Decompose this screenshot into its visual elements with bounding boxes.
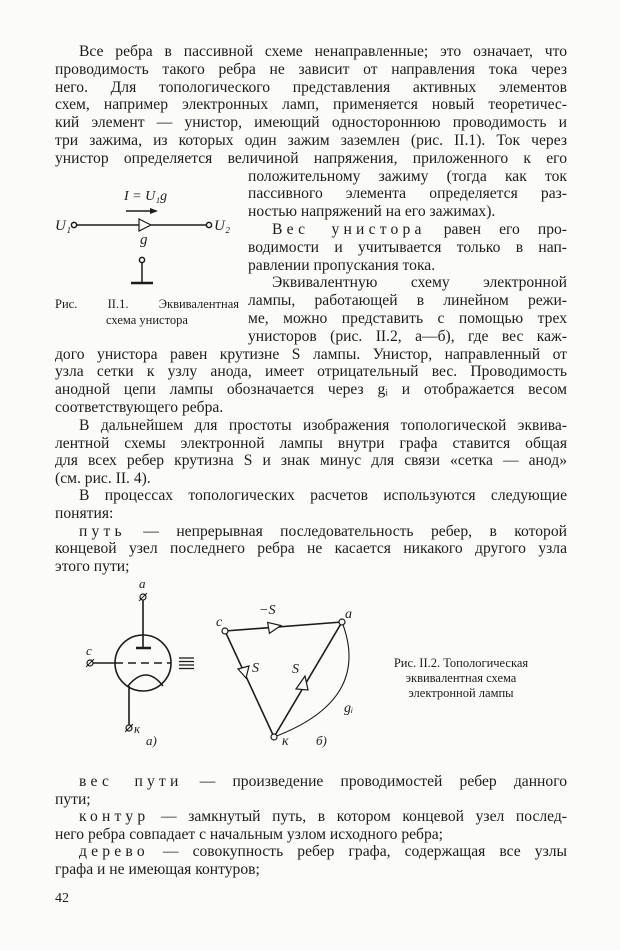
spaced-term: контур <box>79 808 150 825</box>
line-text: лентной схемы электронной лампы внутри графа ставится общая <box>55 434 567 452</box>
cathode-arc <box>128 675 163 686</box>
line-text: водимости и учитывается только в нап- <box>248 238 567 256</box>
line-text: В дальнейшем для простоты изображения топологической эквива- <box>79 417 567 434</box>
line-text: равлении пропускания тока. <box>248 256 436 274</box>
continuation-line <box>55 399 567 417</box>
u2-label: U₂ <box>214 218 231 234</box>
u1-label: U₁ <box>55 218 72 234</box>
line-text: ме, можно представить с помощью трех <box>248 310 567 327</box>
edge-ck-label: S <box>252 661 259 676</box>
figure-1-caption-line1: Рис. II.1. Эквивалентная <box>55 297 239 311</box>
right-column-line <box>248 257 567 275</box>
intro-line <box>55 150 567 168</box>
intro-line <box>55 132 567 150</box>
line-text: Эквивалентную схему электронной <box>272 274 567 292</box>
para-simplification-line <box>55 452 567 470</box>
def-path-line <box>55 540 567 558</box>
line-text: — совокупность ребер графа, содержащая все узлы <box>148 843 567 860</box>
line-text: положительному зажиму (тогда как ток <box>248 167 567 185</box>
line-text: узла сетки к узлу анода, имеет отрицательный вес. Проводимость <box>55 363 567 381</box>
node-c <box>222 628 228 634</box>
unistor-triangle-icon <box>139 219 151 231</box>
def-tree-line <box>55 861 567 879</box>
spaced-term: путь <box>79 522 126 540</box>
line-text: схем, например электронных ламп, применяется новый теоретичес- <box>55 96 567 114</box>
part-a-label: а) <box>146 733 157 748</box>
terminal-u1 <box>71 222 76 227</box>
para-simplification-line <box>55 435 567 453</box>
figure-2-caption-line1: Рис. II.2. Топологическая <box>393 656 529 670</box>
line-text: него ребра совпадает с начальным узлом исходного ребра; <box>55 825 444 843</box>
intro-line <box>79 43 567 61</box>
spaced-term: вес пути <box>79 773 183 790</box>
figure-2-caption-line3: электронной лампы <box>408 686 514 700</box>
node-k-label: к <box>282 734 289 749</box>
spaced-term: дерево <box>79 843 149 860</box>
figure-tube <box>86 576 194 748</box>
edge-gi <box>274 622 349 737</box>
continuation-line <box>55 346 567 364</box>
edge-k-a <box>274 622 342 737</box>
line-text: равен его про- <box>425 221 568 238</box>
current-arrowhead-icon <box>150 208 158 214</box>
node-a-label: a <box>345 607 352 622</box>
line-text: графа и не имеющая контуров; <box>55 860 260 878</box>
def-contour-line <box>79 808 567 826</box>
line-text: — замкнутый путь, в котором концевой узел послед- <box>149 808 567 825</box>
def-path-line <box>55 558 567 576</box>
line-text: лампы, работающей в линейном режи- <box>248 292 567 310</box>
part-b-label: б) <box>316 733 327 748</box>
para-concepts-line <box>79 487 567 505</box>
line-text: него. Для топологического представления активных элементов <box>55 78 567 96</box>
line-text: унисторов (рис. II.2, а—б), где вес каж- <box>248 327 567 345</box>
line-text: пассивного элемента определяется раз- <box>248 185 567 203</box>
para-concepts-line <box>55 505 567 523</box>
edge-ka-label: S <box>292 662 299 677</box>
right-column-line <box>272 221 567 239</box>
line-text: В процессах топологических расчетов используются следующие <box>79 487 567 505</box>
intro-line <box>55 79 567 97</box>
right-column-line <box>272 274 567 292</box>
line-text: унистор определяется величиной напряжения, приложенного к его <box>55 149 567 167</box>
def-path-line <box>79 523 567 541</box>
line-text: ностью напряжений на его зажимах). <box>248 203 496 221</box>
line-text: кий элемент — унистор, имеющий одностороннюю проводимость и <box>55 114 567 132</box>
line-text: (см. рис. II. 4). <box>55 469 151 487</box>
anode-label: a <box>139 576 146 591</box>
continuation-line <box>55 363 567 381</box>
right-column-line <box>248 310 567 328</box>
right-column-line <box>248 168 567 186</box>
line-text: концевой узел последнего ребра не касается никакого другого узла <box>55 540 567 558</box>
continuation-line <box>55 381 567 399</box>
figure-unistor <box>55 189 230 283</box>
equivalence-icon <box>179 658 194 669</box>
line-text: дого унистора равен крутизне S лампы. Унистор, направленный от <box>55 345 567 363</box>
cathode-label: к <box>134 721 141 736</box>
line-text: понятия: <box>55 505 114 522</box>
arrow-c-k-icon <box>238 666 249 678</box>
intro-line <box>55 96 567 114</box>
line-text: Все ребра в пассивной схеме ненаправленные; это означает, что <box>79 43 567 60</box>
right-column-line <box>248 328 567 346</box>
node-c-label: c <box>216 615 223 630</box>
figure-2-caption-line2: эквивалентная схема <box>405 671 517 685</box>
terminal-u2 <box>206 222 211 227</box>
def-path-weight-line <box>55 791 567 809</box>
right-column-line <box>248 239 567 257</box>
line-text: проводимость такого ребра не зависит от направления тока через <box>55 60 567 78</box>
current-label: I = U₁g <box>124 189 168 204</box>
def-tree-line <box>79 843 567 861</box>
line-text: три зажима, из которых один зажим заземлен (рис. II.1). Ток через <box>55 132 567 149</box>
ground-terminal <box>139 257 144 262</box>
intro-line <box>55 61 567 79</box>
right-column-line <box>248 185 567 203</box>
edge-c-a <box>225 622 342 631</box>
line-text: — произведение проводимостей ребер данного <box>182 773 567 790</box>
figure-graph <box>216 603 353 749</box>
line-text: анодной цепи лампы обозначается через gᵢ и отображается весом <box>55 381 567 399</box>
line-text: пути; <box>55 790 91 808</box>
g-label: g <box>140 232 148 248</box>
edge-gi-label: gᵢ <box>344 701 354 716</box>
edge-c-k <box>225 631 274 737</box>
para-simplification-line <box>79 417 567 435</box>
line-text: этого пути; <box>55 557 130 575</box>
grid-label: c <box>86 643 92 658</box>
arrow-k-a-icon <box>296 676 308 690</box>
line-text: для всех ребер крутизна S и знак минус для связи «сетка — анод» <box>55 452 567 470</box>
line-text: — непрерывная последовательность ребер, в которой <box>125 522 567 540</box>
def-contour-line <box>55 826 567 844</box>
para-simplification-line <box>55 470 567 488</box>
intro-line <box>55 114 567 132</box>
node-k <box>271 734 277 740</box>
figure-1-caption-line2: схема унистора <box>106 313 188 327</box>
spaced-term: Вес унистора <box>272 221 426 238</box>
edge-ca-label: −S <box>259 603 276 618</box>
page-number: 42 <box>55 891 69 906</box>
right-column-line <box>248 203 567 221</box>
def-path-weight-line <box>79 773 567 791</box>
right-column-line <box>248 292 567 310</box>
line-text: соответствующего ребра. <box>55 399 224 416</box>
